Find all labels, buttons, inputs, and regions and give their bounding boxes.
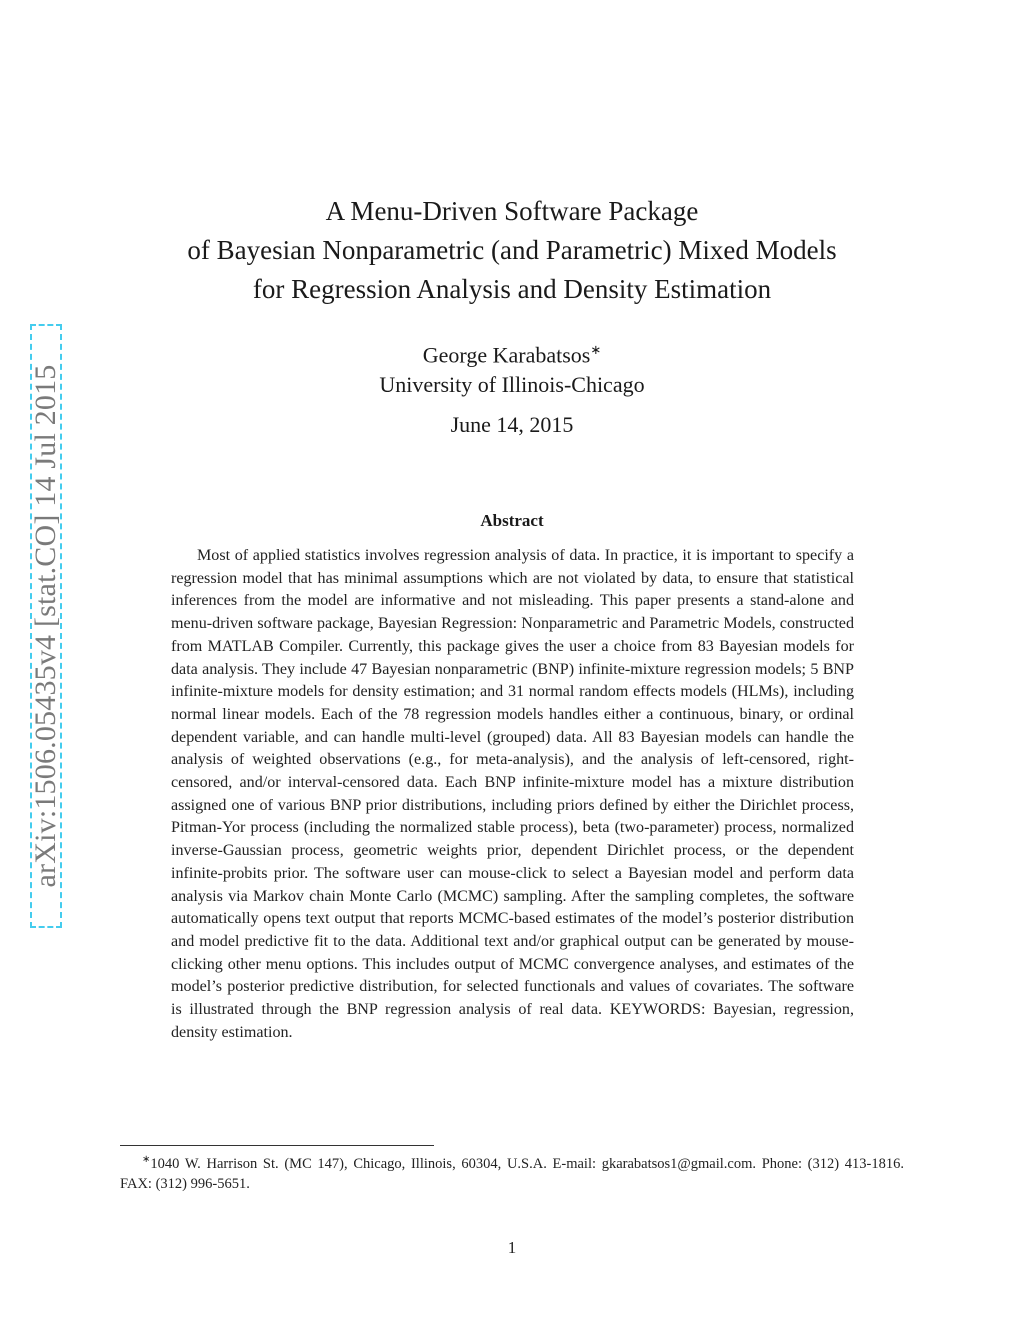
title-line: for Regression Analysis and Density Estimation (252, 274, 772, 304)
author-name: George Karabatsos (422, 342, 591, 368)
title-line: of Bayesian Nonparametric (and Parametric) Mixed Models (187, 235, 837, 265)
paper-date: June 14, 2015 (450, 412, 574, 437)
arxiv-id: arXiv:1506.05435v4 [stat.CO] 14 Jul 2015 (29, 364, 62, 888)
paper-title (120, 192, 904, 309)
author-name-line (120, 335, 904, 370)
author-affiliation: University of Illinois-Chicago (379, 372, 645, 398)
page-number: 1 (507, 1238, 517, 1257)
footnote-text: 1040 W. Harrison St. (MC 147), Chicago, Illinois, 60304, U.S.A. E-mail: gkarabatsos1@gmail.com. Phone: (312) 413-1816. FAX: (312) 996-5651. (120, 1155, 904, 1192)
author-block (120, 335, 904, 400)
footnote-mark: ∗ (142, 1154, 151, 1165)
footnote (120, 1150, 904, 1194)
footnote-rule (120, 1145, 434, 1146)
arxiv-stamp (30, 324, 62, 928)
abstract-text: Most of applied statistics involves regression analysis of data. In practice, it is important to specify a regression model that has minimal assumptions which are not violated by data, to ensure that statistical inferences from the model are informative and not misleading. This paper presents a stand-alone and menu-driven software package, Bayesian Regression: Nonparametric and Parametric Models, constructed from MATLAB Compiler. Currently, this package gives the user a choice from 83 Bayesian models for data analysis. They include 47 Bayesian nonparametric (BNP) infinite-mixture regression models; 5 BNP infinite-mixture models for density estimation; and 31 normal random effects models (HLMs), including normal linear models. Each of the 78 regression models handles either a continuous, binary, or ordinal dependent variable, and can handle multi-level (grouped) data. All 83 Bayesian models can handle the analysis of weighted observations (e.g., for meta-analysis), and the analysis of left-censored, right-censored, and/or interval-censored data. Each BNP infinite-mixture model has a mixture distribution assigned one of various BNP prior distributions, including priors defined by either the Dirichlet process, Pitman-Yor process (including the normalized stable process), beta (two-parameter) process, normalized inverse-Gaussian process, geometric weights prior, dependent Dirichlet process, or the dependent infinite-probits prior. The software user can mouse-click to select a Bayesian model and perform data analysis via Markov chain Monte Carlo (MCMC) sampling. After the sampling completes, the software automatically opens text output that reports MCMC-based estimates of the model’s posterior distribution and model predictive fit to the data. Additional text and/or graphical output can be generated by mouse-clicking other menu options. This includes output of MCMC convergence analyses, and estimates of the model’s posterior predictive distribution, for selected functionals and values of covariates. The software is illustrated through the BNP regression analysis of real data. KEYWORDS: Bayesian, regression, density estimation. (171, 547, 854, 1041)
author-footnote-mark: ∗ (590, 342, 602, 357)
abstract-heading: Abstract (480, 511, 544, 530)
title-line: A Menu-Driven Software Package (325, 196, 699, 226)
